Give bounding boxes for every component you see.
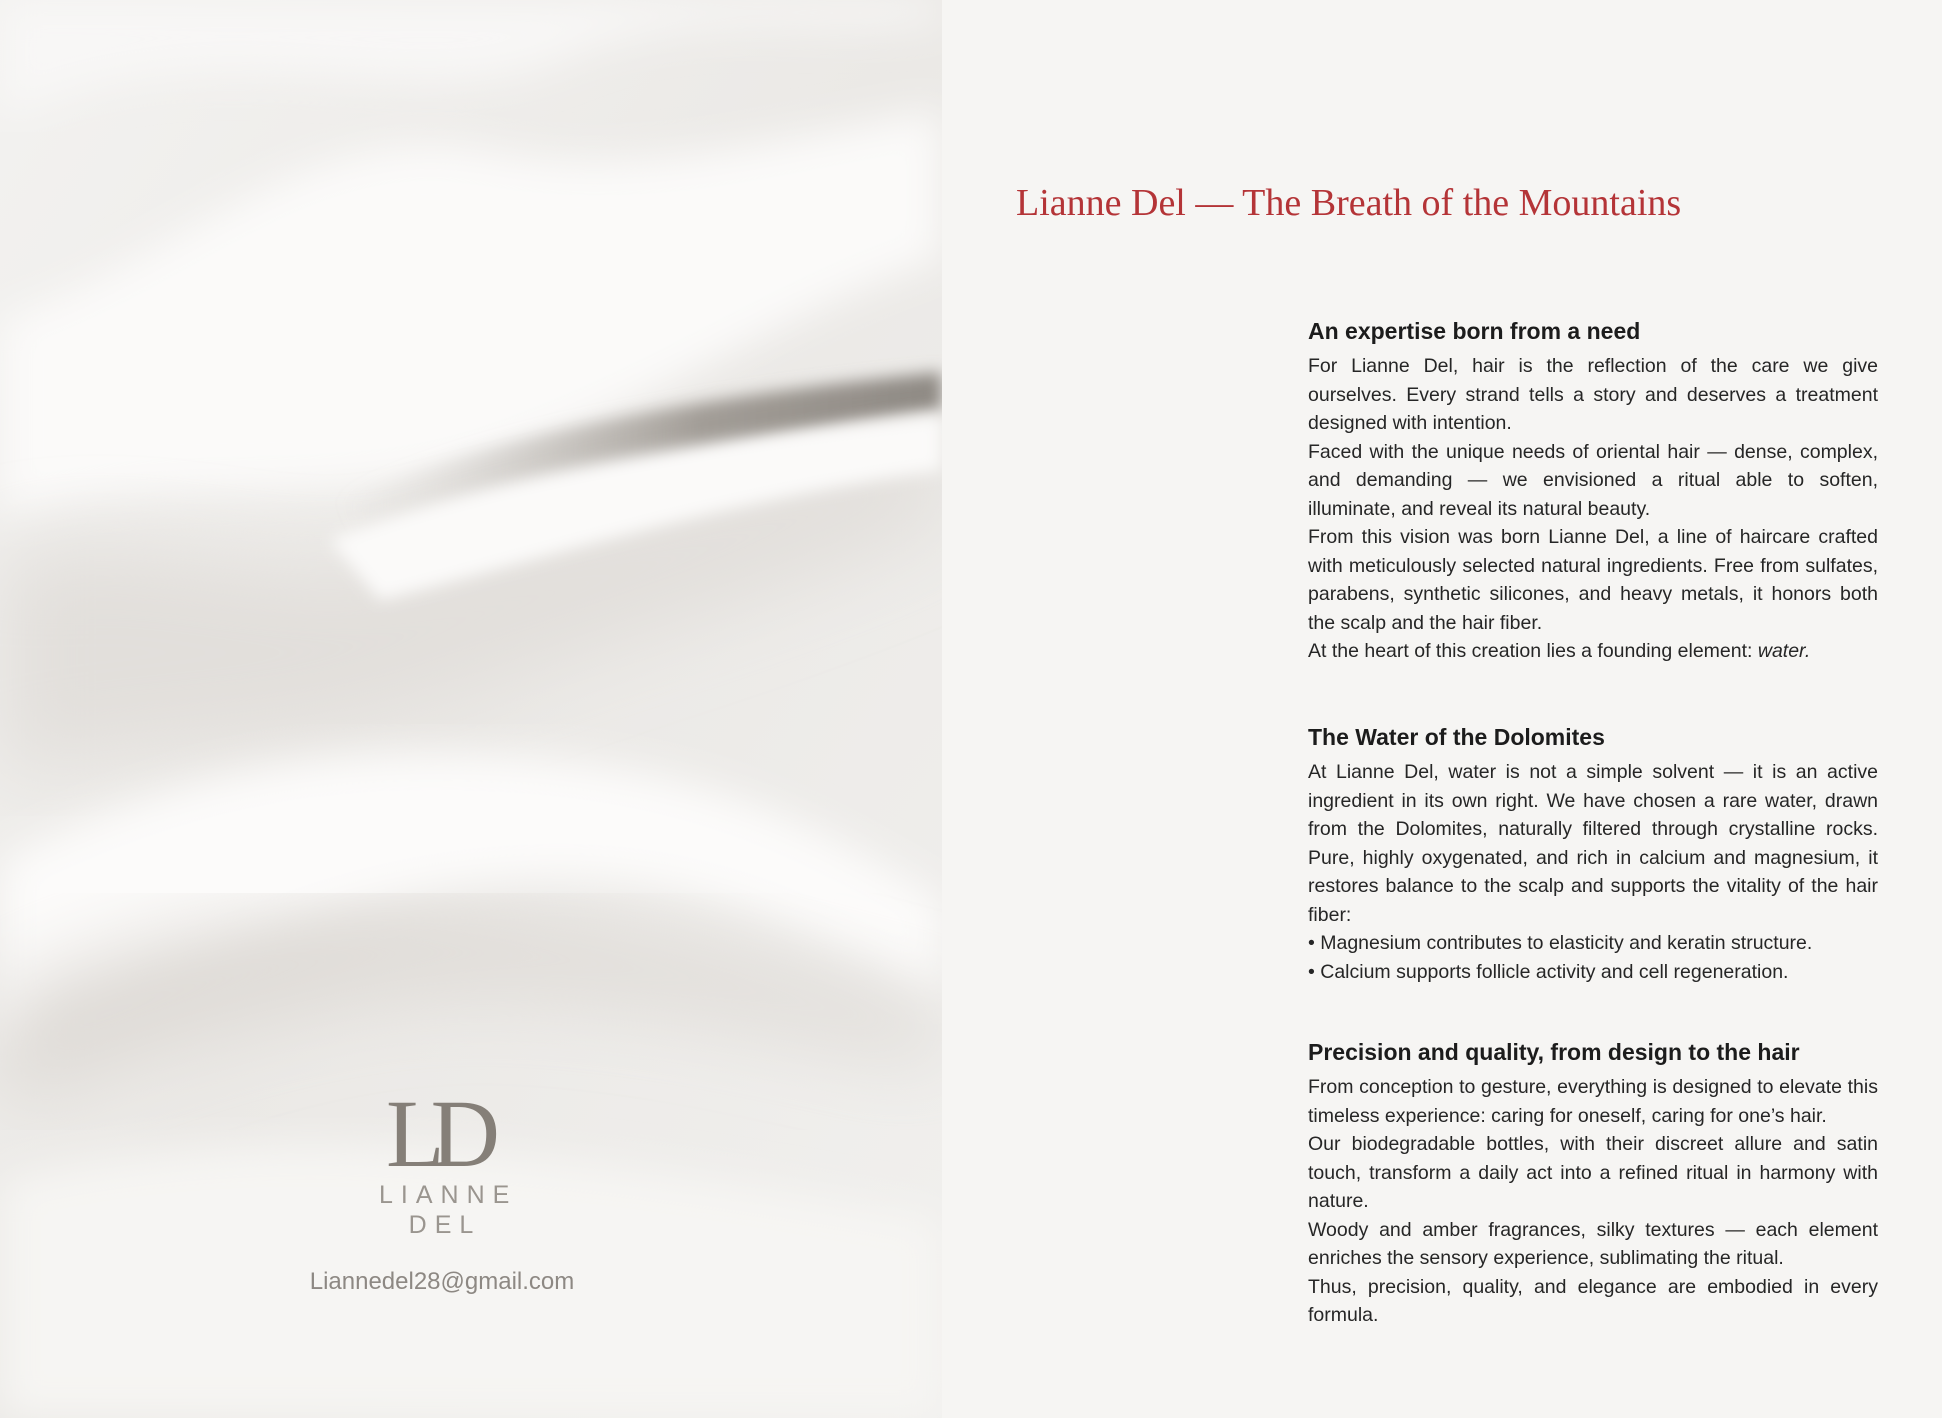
section-closing-paragraph (1308, 637, 1878, 666)
section-heading: The Water of the Dolomites (1308, 724, 1605, 750)
brand-name-line1: LIANNE (379, 1181, 518, 1209)
section-paragraph: Thus, precision, quality, and elegance are embodied in every formula. (1308, 1275, 1878, 1326)
brand-logo (371, 1080, 518, 1240)
section-precision (1308, 1037, 1878, 1330)
text-panel (942, 0, 1942, 1418)
section-paragraph: At Lianne Del, water is not a simple solvent — it is an active ingredient in its own right. We have chosen a rare water, drawn from the Dolomites, naturally filtered through crystalline rocks. Pure, highly oxygenated, and rich in calcium and magnesium, it restores balance to the scalp and supports the vitality of the hair fiber: (1308, 761, 1878, 926)
list-item: • Calcium supports follicle activity and cell regeneration. (1308, 960, 1789, 983)
section-expertise (1308, 316, 1878, 666)
section-water (1308, 722, 1878, 986)
section-paragraph: From conception to gesture, everything is designed to elevate this timeless experience: caring for oneself, caring for one’s hair. (1308, 1076, 1878, 1127)
section-heading: An expertise born from a need (1308, 318, 1641, 344)
section-paragraph: From this vision was born Lianne Del, a line of haircare crafted with meticulously selected natural ingredients. Free from sulfates, parabens, synthetic silicones, and heavy metals, it honors both the scalp and the hair fiber. (1308, 526, 1878, 634)
brand-name-line2: DEL (408, 1211, 482, 1239)
closing-emphasis: water. (1757, 640, 1811, 662)
list-item: • Magnesium contributes to elasticity and keratin structure. (1308, 932, 1813, 954)
cream-texture-panel (0, 0, 942, 1418)
section-heading: Precision and quality, from design to the hair (1308, 1039, 1800, 1065)
closing-text: At the heart of this creation lies a founding element: (1308, 640, 1758, 662)
brand-monogram: LD (386, 1080, 486, 1187)
section-paragraph: Woody and amber fragrances, silky textures — each element enriches the sensory experience, sublimating the ritual. (1308, 1218, 1878, 1269)
section-paragraph: Our biodegradable bottles, with their discreet allure and satin touch, transform a daily act into a refined ritual in harmony with nature. (1308, 1133, 1878, 1212)
page-title: Lianne Del — The Breath of the Mountains (1016, 182, 1682, 224)
contact-email: Liannedel28@gmail.com (309, 1268, 575, 1295)
section-paragraph: For Lianne Del, hair is the reflection of the care we give ourselves. Every strand tells a story and deserves a treatment designed with intention. (1308, 355, 1878, 434)
section-paragraph: Faced with the unique needs of oriental hair — dense, complex, and demanding — we envisioned a ritual able to soften, illuminate, and reveal its natural beauty. (1308, 440, 1878, 520)
